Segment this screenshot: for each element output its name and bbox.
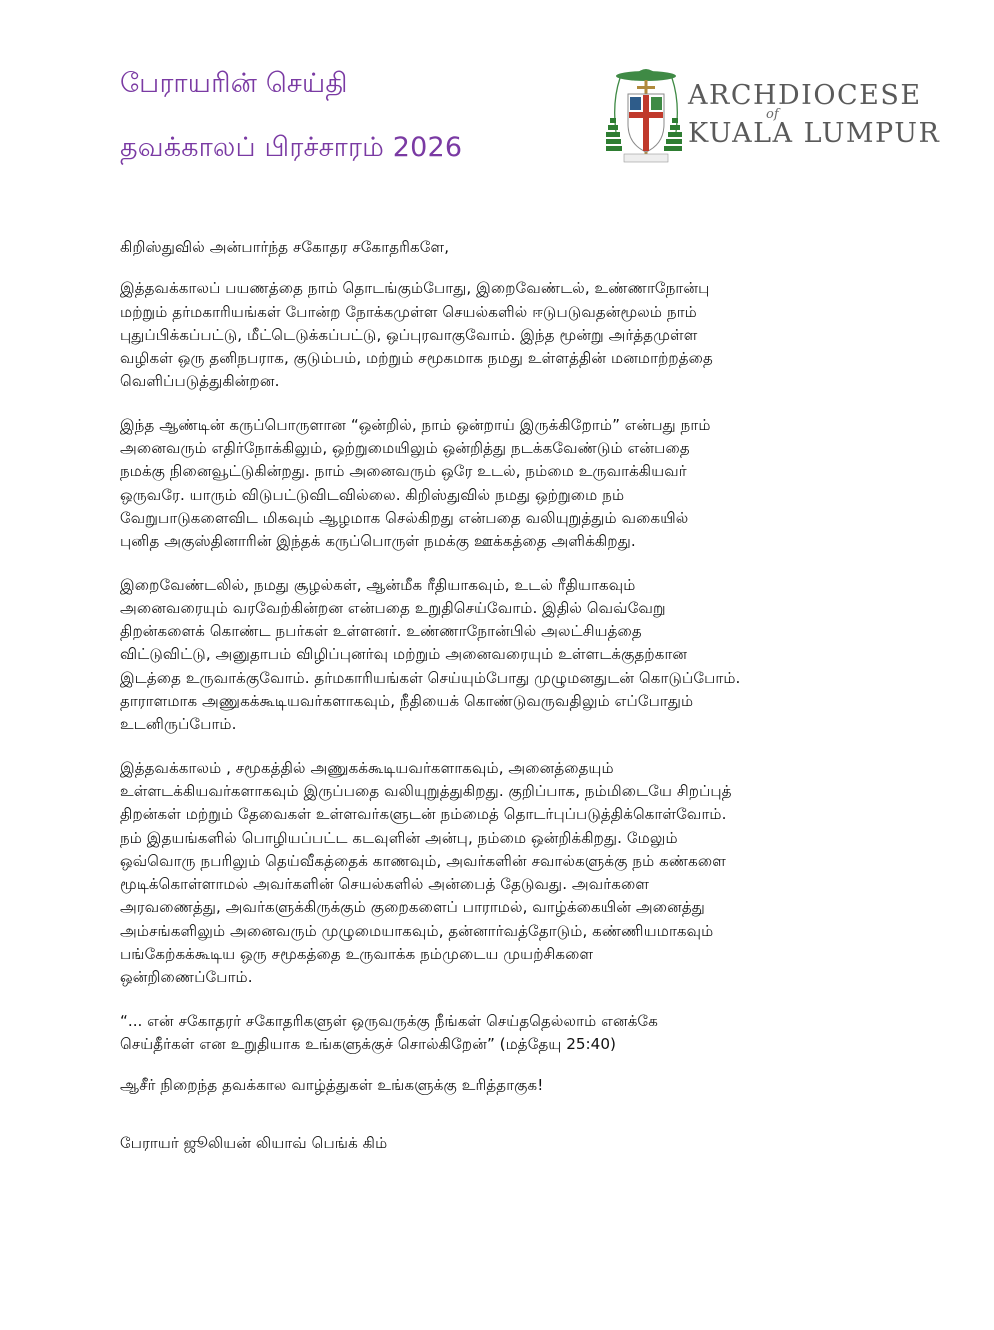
coat-of-arms-icon <box>606 62 686 170</box>
letter-body <box>120 236 920 1155</box>
paragraph-4: இத்தவக்காலம் , சமூகத்தில் அணுகக்கூடியவர்களாகவும், அனைத்தையும் உள்ளடக்கியவர்களாகவும் இருப்பதை வலியுறுத்துகிறது. குறிப்பாக, நம்மிடையே சிறப்புத் திறன்கள் மற்றும் தேவைகள் உள்ளவர்களுடன் நம்மைத் தொடர்புப்படுத்திக்கொள்வோம். நம் இதயங்களில் பொழியப்பட்ட கடவுளின் அன்பு, நம்மை ஒன்றிக்கிறது. மேலும் ஒவ்வொரு நபரிலும் தெய்வீகத்தைக் காணவும், அவர்களின் சவால்களுக்கு நம் கண்களை மூடிக்கொள்ளாமல் அவர்களின் செயல்களில் அன்பைத் தேடுவது. அவர்களை அரவணைத்து, அவர்களுக்கிருக்கும் குறைகளைப் பாராமல், வாழ்க்கையின் அனைத்து அம்சங்களிலும் அனைவரும் முழுமையாகவும், தன்னார்வத்தோடும், கண்ணியமாகவும் பங்கேற்கக்கூடிய ஒரு சமூகத்தை உருவாக்க நம்முடைய முயற்சிகளை ஒன்றிணைப்போம். <box>120 758 732 987</box>
logo-line2: KUALA LUMPUR <box>688 118 941 149</box>
logo-line1: ARCHDIOCESE <box>688 80 922 111</box>
paragraph-2: இந்த ஆண்டின் கருப்பொருளான “ஒன்றில், நாம் ஒன்றாய் இருக்கிறோம்” என்பது நாம் அனைவரும் எதிர்நோக்கிலும், ஒற்றுமையிலும் ஒன்றித்து நடக்கவேண்டும் என்பதை நமக்கு நினைவூட்டுகின்றது. நாம் அனைவரும் ஒரே உடல், நம்மை உருவாக்கியவர் ஒருவரே. யாரும் விடுபட்டுவிடவில்லை. கிறிஸ்துவில் நமது ஒற்றுமை நம் வேறுபாடுகளைவிட மிகவும் ஆழமாக செல்கிறது என்பதை வலியுறுத்தும் வகையில் புனித அகுஸ்தினாரின் இந்தக் கருப்பொருள் நமக்கு ஊக்கத்தை அளிக்கிறது. <box>120 415 711 551</box>
scripture-quote: “... என் சகோதரர் சகோதரிகளுள் ஒருவருக்கு நீங்கள் செய்ததெல்லாம் எனக்கே செய்தீர்கள் என உறுதியாக உங்களுக்குச் சொல்கிறேன்” (மத்தேயு 25:40) <box>120 1011 658 1053</box>
archdiocese-logo <box>606 62 941 170</box>
logo-of: of <box>766 107 779 122</box>
paragraph-3: இறைவேண்டலில், நமது சூழல்கள், ஆன்மீக ரீதியாகவும், உடல் ரீதியாகவும் அனைவரையும் வரவேற்கின்றன என்பதை உறுதிசெய்வோம். இதில் வெவ்வேறு திறன்களைக் கொண்ட நபர்கள் உள்ளனர். உண்ணாநோன்பில் அலட்சியத்தை விட்டுவிட்டு, அனுதாபம் விழிப்புனர்வு மற்றும் அனைவரையும் உள்ளடக்குதற்கான இடத்தை உருவாக்குவோம். தர்மகாரியங்கள் செய்யும்போது முழுமனதுடன் கொடுப்போம். தாராளமாக அணுகக்கூடியவர்களாகவும், நீதியைக் கொண்டுவருவதிலும் எப்போதும் உடனிருப்போம். <box>120 575 741 734</box>
page-subtitle: தவக்காலப் பிரச்சாரம் 2026 <box>120 132 463 163</box>
logo-wordmark <box>688 82 940 148</box>
blessing: ஆசீர் நிறைந்த தவக்கால வாழ்த்துகள் உங்களுக்கு உரித்தாகுக! <box>120 1076 544 1095</box>
page-title: பேராயரின் செய்தி <box>120 68 348 99</box>
signature: பேராயர் ஜூலியன் லியாவ் பெங்க் கிம் <box>120 1133 388 1152</box>
paragraph-1: இத்தவக்காலப் பயணத்தை நாம் தொடங்கும்போது, இறைவேண்டல், உண்ணாநோன்பு மற்றும் தர்மகாரியங்கள் போன்ற நோக்கமுள்ள செயல்களில் ஈடுபடுவதன்மூலம் நாம் புதுப்பிக்கப்பட்டு, மீட்டெடுக்கப்பட்டு, ஒப்புரவாகுவோம். இந்த மூன்று அர்த்தமுள்ள வழிகள் ஒரு தனிநபராக, குடும்பம், மற்றும் சமூகமாக நமது உள்ளத்தின் மனமாற்றத்தை வெளிப்படுத்துகின்றன. <box>120 279 713 391</box>
salutation: கிறிஸ்துவில் அன்பார்ந்த சகோதர சகோதரிகளே, <box>120 238 450 256</box>
